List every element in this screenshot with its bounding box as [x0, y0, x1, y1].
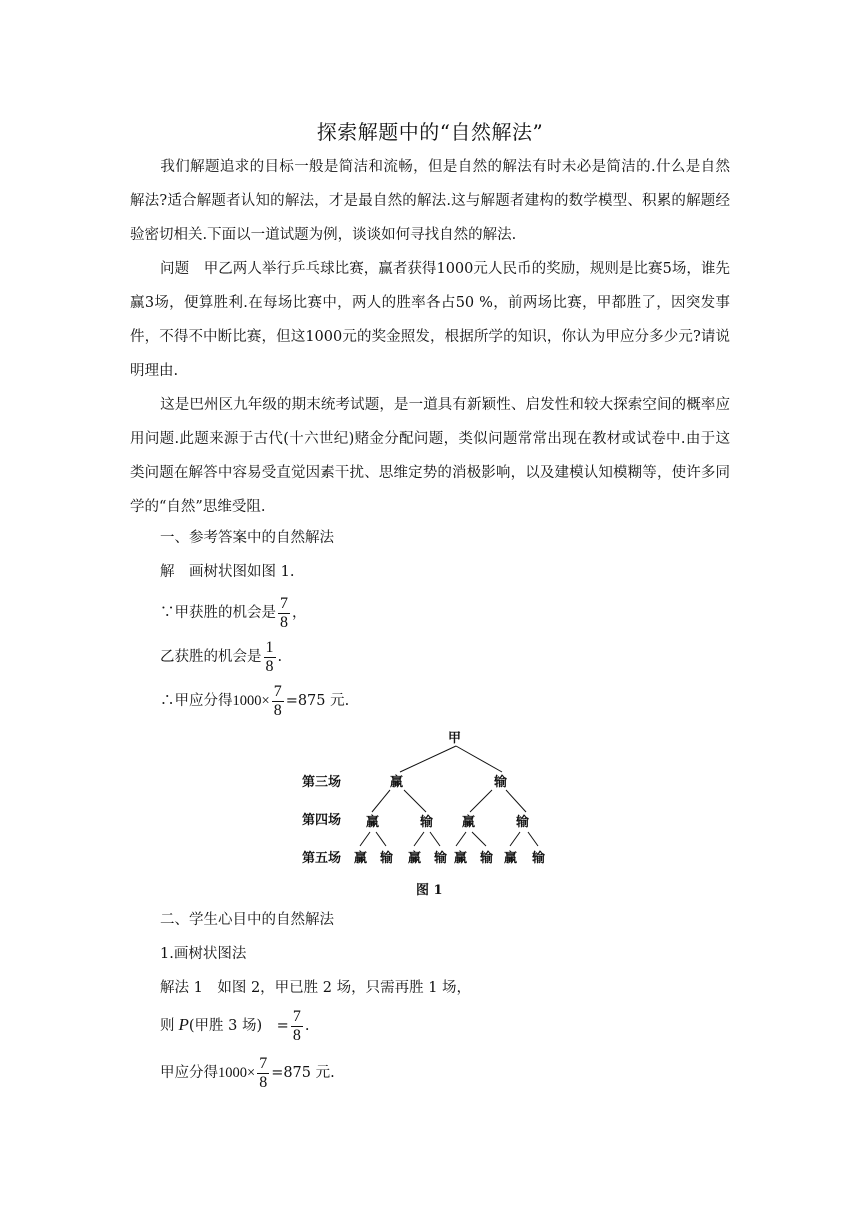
intro-paragraph: [130, 150, 730, 252]
formula-text: =875 元.: [285, 693, 350, 709]
formula-text: =875 元.: [271, 1065, 335, 1081]
fraction-denominator: 8: [259, 1073, 268, 1091]
formula-text: .: [277, 649, 283, 665]
node-win: 赢: [504, 851, 518, 866]
fraction-denominator: 8: [280, 613, 288, 631]
document-title: 探索解题中的“自然解法”: [316, 120, 544, 144]
row-label-game4: 第四场: [302, 813, 342, 828]
background-text: 这是巴州区九年级的期末统考试题，是一道具有新颖性、启发性和较大探索空间的概率应用问题.此题来源于古代(十六世纪)赌金分配问题，类似问题常常出现在教材或试卷中.由于这类问题在解答中容易受直觉因素干扰、思维定势的消极影响，以及建模认知模糊等，使许多同学的“自然”思维受阻.: [130, 397, 730, 515]
node-win: 赢: [408, 851, 422, 866]
formula-text: ∵甲获胜的机会是: [160, 605, 276, 621]
fraction: [264, 639, 276, 676]
formula-text: ∴甲应分得: [160, 693, 233, 709]
fraction-numerator: 7: [259, 1054, 268, 1072]
formula-text: (甲胜 3 场) =: [188, 1018, 289, 1034]
node-win: 赢: [354, 851, 368, 866]
section2-heading: 二、学生心目中的自然解法: [160, 912, 334, 928]
fraction: [257, 1055, 269, 1092]
row-label-game5: 第五场: [302, 851, 342, 866]
section1-formula-1: [160, 594, 307, 632]
node-lose: 输: [516, 815, 530, 830]
fraction: [272, 683, 284, 720]
fraction-numerator: 1: [265, 638, 274, 656]
node-win: 赢: [366, 815, 380, 830]
probability-symbol: P: [178, 1015, 189, 1034]
node-lose: 输: [494, 775, 508, 790]
section2-formula-1: [160, 1006, 309, 1045]
formula-text: 则: [160, 1018, 175, 1034]
intro-text: 我们解题追求的目标一般是简洁和流畅，但是自然的解法有时未必是简洁的.什么是自然解法?适合解题者认知的解法，才是最自然的解法.这与解题者建构的数学模型、积累的解题经验密切相关.下面以一道试题为例，谈谈如何寻找自然的解法.: [130, 159, 730, 243]
formula-text: .: [304, 1018, 310, 1034]
figure-caption: 图 1: [416, 883, 443, 898]
node-win: 赢: [454, 851, 468, 866]
node-lose: 输: [380, 851, 394, 866]
formula-value: 1000×: [232, 693, 270, 709]
fraction-denominator: 8: [292, 1026, 301, 1044]
section2-subheading: 1.画树状图法: [160, 946, 247, 962]
section1-formula-3: [160, 682, 349, 720]
node-lose: 输: [420, 815, 434, 830]
node-win: 赢: [390, 775, 404, 790]
problem-paragraph: [130, 252, 730, 388]
formula-text: 乙获胜的机会是: [160, 649, 262, 665]
section1-formula-2: [160, 638, 282, 676]
node-win: 赢: [462, 815, 476, 830]
formula-value: 1000×: [218, 1065, 256, 1081]
section2-formula-2: [160, 1054, 335, 1092]
node-lose: 输: [480, 851, 494, 866]
node-lose: 输: [532, 851, 546, 866]
fraction: [291, 1008, 303, 1045]
formula-text: 甲应分得: [160, 1065, 218, 1081]
formula-text: ，: [292, 605, 307, 621]
row-label-game3: 第三场: [302, 775, 342, 790]
tree-diagram-figure-1: [290, 728, 570, 898]
section2-solution-intro: 解法 1 如图 2，甲已胜 2 场，只需再胜 1 场，: [160, 980, 472, 996]
node-lose: 输: [434, 851, 448, 866]
tree-root: 甲: [448, 731, 462, 746]
fraction-denominator: 8: [265, 657, 274, 675]
fraction: [278, 595, 290, 632]
problem-text: 问题 甲乙两人举行乒乓球比赛，赢者获得1000元人民币的奖励，规则是比赛5场，谁先赢3场，便算胜利.在每场比赛中，两人的胜率各占50 %，前两场比赛，甲都胜了，因突发事件，不得不中断比赛，但这1000元的奖金照发，根据所学的知识，你认为甲应分多少元?请说明理由.: [130, 261, 730, 379]
fraction-numerator: 7: [292, 1007, 301, 1025]
background-paragraph: [130, 388, 730, 524]
fraction-numerator: 7: [280, 594, 288, 612]
section1-solution-intro: 解 画树状图如图 1.: [160, 564, 295, 580]
fraction-numerator: 7: [273, 682, 282, 700]
section1-heading: 一、参考答案中的自然解法: [160, 530, 334, 546]
fraction-denominator: 8: [273, 701, 282, 719]
